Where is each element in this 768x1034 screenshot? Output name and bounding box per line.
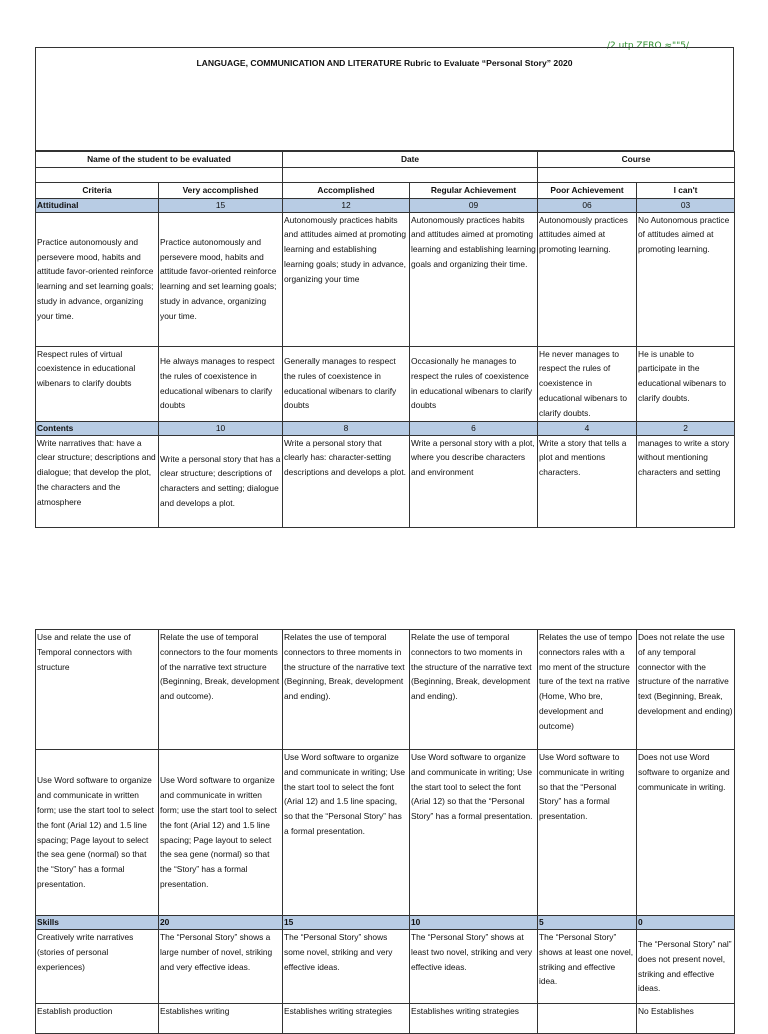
header-accomplished: Accomplished (283, 182, 410, 198)
page-title: LANGUAGE, COMMUNICATION AND LITERATURE Rubric to Evaluate “Personal Story” 2020 (196, 58, 573, 68)
header-i-cant: I can't (637, 182, 735, 198)
course-field[interactable] (538, 167, 735, 182)
table-row (36, 1004, 735, 1034)
rubric-cell: The “Personal Story” shows a large number of novel, striking and very effective ideas. (159, 930, 283, 1004)
rubric-cell: Autonomously practices habits and attitudes aimed at promoting learning and establishing learning goals; study in advance, organizing your time (283, 212, 410, 346)
score-cell: 0 (637, 916, 735, 930)
criteria-cell: Write narratives that: have a clear structure; descriptions and dialogue; that develop the plot, the characters and the atmosphere (36, 435, 159, 527)
criteria-cell: Use Word software to organize and communicate in written form; use the start tool to select the font (Arial 12) and 1.5 line spacing; Page layout to select the sea gene (normal) so that the “Story” has a formal presentation. (36, 750, 159, 916)
rubric-cell: No Autonomous practice of attitudes aimed at promoting learning. (637, 212, 735, 346)
date-field[interactable] (283, 167, 538, 182)
rubric-cell (538, 1004, 637, 1034)
section-row-contents (36, 421, 735, 435)
rubric-cell: Use Word software to organize and communicate in written form; use the start tool to select the font (Arial 12) and 1.5 line spacing; Page layout to select the sea gene (normal) so that the “Story” has a formal presentation. (159, 750, 283, 916)
criteria-cell: Establish production (36, 1004, 159, 1034)
rubric-cell: The “Personal Story” nal” does not present novel, striking and effective ideas. (637, 930, 735, 1004)
header-very-accomplished: Very accomplished (159, 182, 283, 198)
score-cell: 2 (637, 421, 735, 435)
score-cell: 09 (410, 198, 538, 212)
table-row (36, 346, 735, 421)
rubric-cell: Use Word software to communicate in writing so that the “Personal Story” has a formal presentation. (538, 750, 637, 916)
section-row-attitudinal (36, 198, 735, 212)
criteria-cell: Respect rules of virtual coexistence in educational wibenars to clarify doubts (36, 346, 159, 421)
rubric-cell: The “Personal Story” shows at least two novel, striking and very effective ideas. (410, 930, 538, 1004)
rubric-cell: Does not relate the use of any temporal connector with the structure of the narrative text (Beginning, Break, development and ending) (637, 630, 735, 750)
rubric-cell: Relates the use of tempo connectors rales with a mo ment of the structure ture of the text na rrative (Home, Who bre, development and outcome) (538, 630, 637, 750)
score-cell: 06 (538, 198, 637, 212)
rubric-cell: Autonomously practices habits and attitudes aimed at promoting learning and establishing learning goals and organizing their time. (410, 212, 538, 346)
score-cell: 15 (283, 916, 410, 930)
rubric-cell: No Establishes (637, 1004, 735, 1034)
section-label: Skills (36, 916, 159, 930)
rubric-cell: Write a story that tells a plot and mentions characters. (538, 435, 637, 527)
score-cell: 15 (159, 198, 283, 212)
table-row (36, 930, 735, 1004)
score-cell: 4 (538, 421, 637, 435)
rubric-cell: Write a personal story that clearly has: character-setting descriptions and develops a plot. (283, 435, 410, 527)
score-cell: 5 (538, 916, 637, 930)
criteria-cell: Practice autonomously and persevere mood, habits and attitude favor-oriented reinforce learning and set learning goals; study in advance, organizing your time. (36, 212, 159, 346)
table-row (36, 212, 735, 346)
rubric-cell: Use Word software to organize and communicate in writing; Use the start tool to select the font (Arial 12) and 1.5 line spacing, so that the “Personal Story” has a formal presentation. (283, 750, 410, 916)
score-cell: 20 (159, 916, 283, 930)
student-name-field[interactable] (36, 167, 283, 182)
rubric-cell: Autonomously practices attitudes aimed at promoting learning. (538, 212, 637, 346)
rubric-cell: Does not use Word software to organize and communicate in writing. (637, 750, 735, 916)
rubric-cell: Practice autonomously and persevere mood, habits and attitude favor-oriented reinforce learning and set learning goals; study in advance, organizing your time. (159, 212, 283, 346)
rubric-cell: Establishes writing strategies (410, 1004, 538, 1034)
section-row-skills (36, 916, 735, 930)
header-regular-achievement: Regular Achievement (410, 182, 538, 198)
section-label: Contents (36, 421, 159, 435)
table-row (36, 750, 735, 916)
rubric-cell: The “Personal Story” shows at least one novel, striking and effective idea. (538, 930, 637, 1004)
title-box (35, 47, 734, 151)
rubric-cell: Generally manages to respect the rules of coexistence in educational wibenars to clarify doubts (283, 346, 410, 421)
rubric-cell: The “Personal Story” shows some novel, striking and very effective ideas. (283, 930, 410, 1004)
score-cell: 12 (283, 198, 410, 212)
header-poor-achievement: Poor Achievement (538, 182, 637, 198)
criteria-cell: Creatively write narratives (stories of personal experiences) (36, 930, 159, 1004)
rubric-table-top (35, 151, 735, 528)
criteria-cell: Use and relate the use of Temporal connectors with structure (36, 630, 159, 750)
rubric-cell: Establishes writing (159, 1004, 283, 1034)
rubric-cell: He never manages to respect the rules of coexistence in educational wibenars to clarify doubts. (538, 346, 637, 421)
section-label: Attitudinal (36, 198, 159, 212)
rubric-cell: Occasionally he manages to respect the rules of coexistence in educational wibenars to clarify doubts (410, 346, 538, 421)
score-cell: 03 (637, 198, 735, 212)
rubric-cell: Use Word software to organize and communicate in writing; Use the start tool to select the font (Arial 12) so that the “Personal Story” has a formal presentation. (410, 750, 538, 916)
rubric-cell: Write a personal story with a plot, where you describe characters and environment (410, 435, 538, 527)
rubric-cell: Relates the use of temporal connectors to three moments in the structure of the narrative text (Beginning, Break, development and ending). (283, 630, 410, 750)
score-cell: 8 (283, 421, 410, 435)
rubric-cell: Establishes writing strategies (283, 1004, 410, 1034)
rubric-cell: Relate the use of temporal connectors to the four moments of the narrative text structure (Beginning, Break, development and outcome). (159, 630, 283, 750)
rubric-cell: He is unable to participate in the educational wibenars to clarify doubts. (637, 346, 735, 421)
table-row (36, 435, 735, 527)
score-cell: 10 (159, 421, 283, 435)
score-cell: 6 (410, 421, 538, 435)
rubric-cell: Relate the use of temporal connectors to two moments in the structure of the narrative text (Beginning, Break, development and ending). (410, 630, 538, 750)
rubric-cell: manages to write a story without mentioning characters and setting (637, 435, 735, 527)
table-row (36, 630, 735, 750)
handwritten-note: /2 utp ZERO ≈""5/ (607, 41, 690, 51)
score-cell: 10 (410, 916, 538, 930)
rubric-cell: Write a personal story that has a clear structure; descriptions of characters and setting; dialogue and develops a plot. (159, 435, 283, 527)
rubric-cell: He always manages to respect the rules of coexistence in educational wibenars to clarify doubts (159, 346, 283, 421)
course-label: Course (538, 152, 735, 168)
header-criteria: Criteria (36, 182, 159, 198)
rubric-table-bottom (35, 629, 735, 1034)
date-label: Date (283, 152, 538, 168)
student-name-label: Name of the student to be evaluated (36, 152, 283, 168)
